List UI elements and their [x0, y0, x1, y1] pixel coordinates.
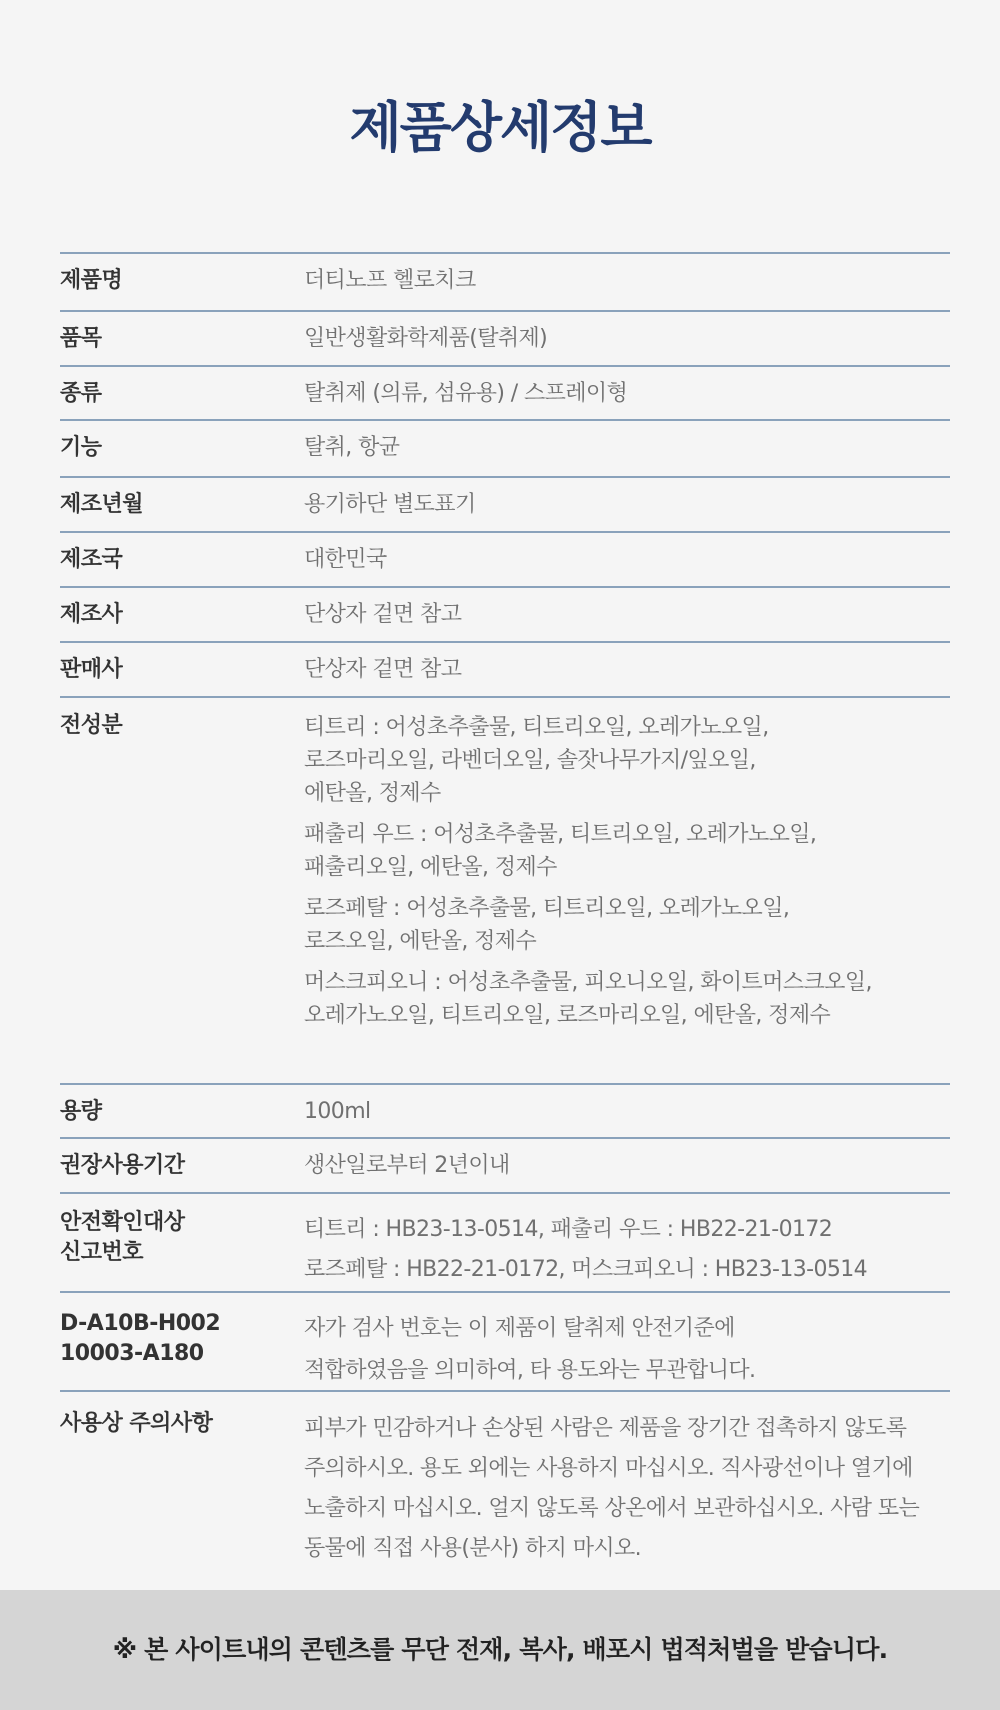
spec-label: 제조사: [60, 602, 123, 627]
spec-label: 제조년월: [60, 492, 144, 517]
spec-row-manufacturer: [60, 588, 950, 643]
spec-value: 더티노프 헬로치크: [304, 268, 476, 293]
spec-row-seller: [60, 643, 950, 698]
spec-row-usage-caution: [60, 1392, 950, 1592]
spec-row-type: [60, 367, 950, 421]
caution-line: 노출하지 마십시오. 얼지 않도록 상온에서 보관하십시오. 사람 또는: [304, 1496, 920, 1521]
ingredient-line: 패출리 우드 : 어성초추출물, 티트리오일, 오레가노오일,: [304, 822, 817, 847]
page-title: 제품상세정보: [349, 96, 651, 159]
spec-row-self-inspection-code: [60, 1293, 950, 1392]
spec-label: 권장사용기간: [60, 1153, 185, 1178]
spec-value: 일반생활화학제품(탈취제): [304, 326, 548, 351]
ingredient-group-musk-peony: [304, 966, 950, 1032]
spec-row-product-name: [60, 254, 950, 312]
spec-label: [60, 1194, 304, 1291]
spec-row-volume: [60, 1085, 950, 1139]
ingredient-line: 머스크피오니 : 어성초추출물, 피오니오일, 화이트머스크오일,: [304, 970, 872, 995]
spec-label: 사용상 주의사항: [60, 1411, 213, 1436]
spec-row-country: [60, 533, 950, 588]
ingredient-line: 에탄올, 정제수: [304, 781, 441, 806]
spec-label: 기능: [60, 435, 102, 460]
spec-row-safety-report-number: [60, 1194, 950, 1293]
spec-label: 판매사: [60, 657, 123, 682]
spec-label: 용량: [60, 1099, 102, 1124]
safety-number-line: 티트리 : HB23-13-0514, 패출리 우드 : HB22-21-0172: [304, 1217, 833, 1242]
spec-label: 제품명: [60, 268, 123, 293]
caution-line: 주의하시오. 용도 외에는 사용하지 마십시오. 직사광선이나 열기에: [304, 1456, 913, 1481]
copyright-notice: ※ 본 사이트내의 콘텐츠를 무단 전재, 복사, 배포시 법적처벌을 받습니다.: [0, 1590, 1000, 1710]
code-note-line: 적합하였음을 의미하여, 타 용도와는 무관합니다.: [304, 1358, 756, 1383]
spec-row-mfg-date: [60, 478, 950, 533]
product-spec-table: [60, 252, 950, 1592]
spec-value: [304, 1392, 950, 1592]
ingredients-list: [304, 698, 950, 1083]
spec-label-line: D-A10B-H002: [60, 1311, 221, 1336]
spec-row-ingredients: [60, 698, 950, 1085]
ingredient-group-rose-petal: [304, 892, 950, 958]
spec-value: 탈취, 항균: [304, 435, 400, 460]
spec-value: 단상자 겉면 참고: [304, 657, 462, 682]
spec-value: 대한민국: [304, 547, 387, 572]
ingredient-line: 티트리 : 어성초추출물, 티트리오일, 오레가노오일,: [304, 715, 769, 740]
ingredient-group-patchouli-wood: [304, 818, 950, 884]
spec-label: [60, 1293, 304, 1390]
ingredient-line: 로즈오일, 에탄올, 정제수: [304, 929, 537, 954]
spec-value: [304, 1194, 950, 1291]
spec-label-line: 10003-A180: [60, 1341, 204, 1366]
spec-label: 품목: [60, 326, 102, 351]
safety-number-line: 로즈페탈 : HB22-21-0172, 머스크피오니 : HB23-13-0514: [304, 1257, 868, 1282]
spec-value: 용기하단 별도표기: [304, 492, 476, 517]
spec-label-line: 안전확인대상: [60, 1210, 185, 1235]
spec-value: 100ml: [304, 1099, 371, 1124]
spec-label: 전성분: [60, 713, 123, 738]
caution-line: 피부가 민감하거나 손상된 사람은 제품을 장기간 접촉하지 않도록: [304, 1416, 907, 1441]
ingredient-line: 로즈페탈 : 어성초추출물, 티트리오일, 오레가노오일,: [304, 896, 790, 921]
spec-row-function: [60, 421, 950, 478]
spec-label: 종류: [60, 381, 102, 406]
spec-value: 탈취제 (의류, 섬유용) / 스프레이형: [304, 381, 628, 406]
ingredient-line: 오레가노오일, 티트리오일, 로즈마리오일, 에탄올, 정제수: [304, 1003, 831, 1028]
spec-value: 생산일로부터 2년이내: [304, 1153, 510, 1178]
spec-row-item: [60, 312, 950, 367]
spec-row-usage-period: [60, 1139, 950, 1194]
spec-value: [304, 1293, 950, 1390]
ingredient-line: 로즈마리오일, 라벤더오일, 솔잣나무가지/잎오일,: [304, 748, 756, 773]
ingredient-group-tea-tree: [304, 711, 950, 810]
ingredient-line: 패출리오일, 에탄올, 정제수: [304, 855, 557, 880]
spec-label: 제조국: [60, 547, 123, 572]
spec-label-line: 신고번호: [60, 1240, 144, 1265]
code-note-line: 자가 검사 번호는 이 제품이 탈취제 안전기준에: [304, 1316, 735, 1341]
caution-line: 동물에 직접 사용(분사) 하지 마시오.: [304, 1536, 642, 1561]
spec-value: 단상자 겉면 참고: [304, 602, 462, 627]
